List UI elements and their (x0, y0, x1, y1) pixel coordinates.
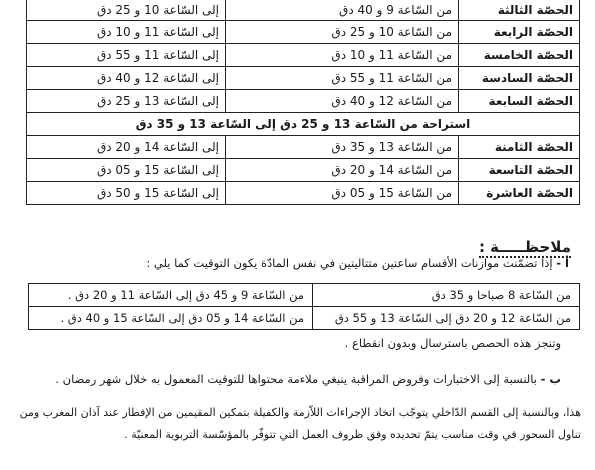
table-row (27, 0, 580, 21)
table-row (27, 90, 580, 113)
note-b-text: بالنسبة إلى الاختبارات وفروض المراقبة ينبغي ملاءمة محتواها للتوقيت المعمول به خلال شهر رمضان . (55, 372, 537, 386)
paragraph-line-1: هذا، وبالنسبة إلى القسم الدّاخلي يتوجّب اتخاذ الإجراءات اللاّزمة والكفيلة بتمكين المقيمين من الإفطار عند آذان المغرب ومن (19, 406, 581, 419)
paragraph-line-2: تناول السحور في وقت مناسب يتمّ تحديده وفق ظروف العمل التي تتوفّر بالمؤسّسة التربوية المعنيّة . (124, 428, 581, 441)
schedule-to-cell: إلى السّاعة 11 و 10 دق (27, 21, 226, 44)
schedule-to-cell: إلى السّاعة 12 و 40 دق (27, 67, 226, 90)
schedule-period-cell: الحصّة السابعة (459, 90, 580, 113)
schedule-period-cell: الحصّة السادسة (459, 67, 580, 90)
schedule-to-cell: إلى السّاعة 15 و 05 دق (27, 159, 226, 182)
schedule-to-cell: إلى السّاعة 15 و 50 دق (27, 182, 226, 205)
schedule-to-cell: إلى السّاعة 14 و 20 دق (27, 136, 226, 159)
table-row (27, 159, 580, 182)
schedule-to-cell: إلى السّاعة 11 و 55 دق (27, 44, 226, 67)
note-b-marker: ب - (540, 372, 561, 386)
schedule-table (26, 0, 580, 205)
schedule-period-cell: الحصّة الثامنة (459, 136, 580, 159)
table-row (27, 67, 580, 90)
table-cell: من السّاعة 14 و 05 دق إلى السّاعة 15 و 40 دق . (29, 307, 313, 330)
note-b (55, 372, 561, 386)
schedule-period-cell: الحصّة الرابعة (459, 21, 580, 44)
table-cell: من السّاعة 8 صباحا و 35 دق (313, 284, 580, 307)
note-a-marker: أ - (556, 256, 569, 270)
schedule-from-cell: من السّاعة 10 و 25 دق (226, 21, 459, 44)
schedule-period-cell: الحصّة التاسعة (459, 159, 580, 182)
schedule-from-cell: من السّاعة 15 و 05 دق (226, 182, 459, 205)
break-row (27, 113, 580, 136)
table-row (27, 44, 580, 67)
table-row (27, 136, 580, 159)
schedule-from-cell: من السّاعة 14 و 20 دق (226, 159, 459, 182)
schedule-from-cell: من السّاعة 9 و 40 دق (226, 0, 459, 21)
table-cell: من السّاعة 12 و 20 دق إلى السّاعة 13 و 55 دق (313, 307, 580, 330)
table-row (27, 182, 580, 205)
schedule-from-cell: من السّاعة 11 و 55 دق (226, 67, 459, 90)
table-row (27, 21, 580, 44)
note-a-text: إذا تضمّنت موازنات الأقسام ساعتين متتاليتين في نفس المادّة يكون التوقيت كما يلي : (146, 256, 553, 270)
schedule-period-cell: الحصّة العاشرة (459, 182, 580, 205)
schedule-from-cell: من السّاعة 11 و 10 دق (226, 44, 459, 67)
table-cell: من السّاعة 9 و 45 دق إلى السّاعة 11 و 20 دق . (29, 284, 313, 307)
notes-title: ملاحظـــــة : (478, 238, 571, 256)
schedule-to-cell: إلى السّاعة 10 و 25 دق (27, 0, 226, 21)
schedule-to-cell: إلى السّاعة 13 و 25 دق (27, 90, 226, 113)
schedule-period-cell: الحصّة الخامسة (459, 44, 580, 67)
consecutive-hours-table (28, 283, 580, 330)
schedule-period-cell: الحصّة الثالثة (459, 0, 580, 21)
note-a (146, 256, 569, 270)
schedule-from-cell: من السّاعة 12 و 40 دق (226, 90, 459, 113)
table-row (29, 307, 580, 330)
continuation-text: وتنجز هذه الحصص باسترسال وبدون انقطاع . (344, 336, 561, 350)
table-row (29, 284, 580, 307)
break-text: استراحة من السّاعة 13 و 25 دق إلى السّاعة 13 و 35 دق (27, 113, 580, 136)
schedule-from-cell: من السّاعة 13 و 35 دق (226, 136, 459, 159)
